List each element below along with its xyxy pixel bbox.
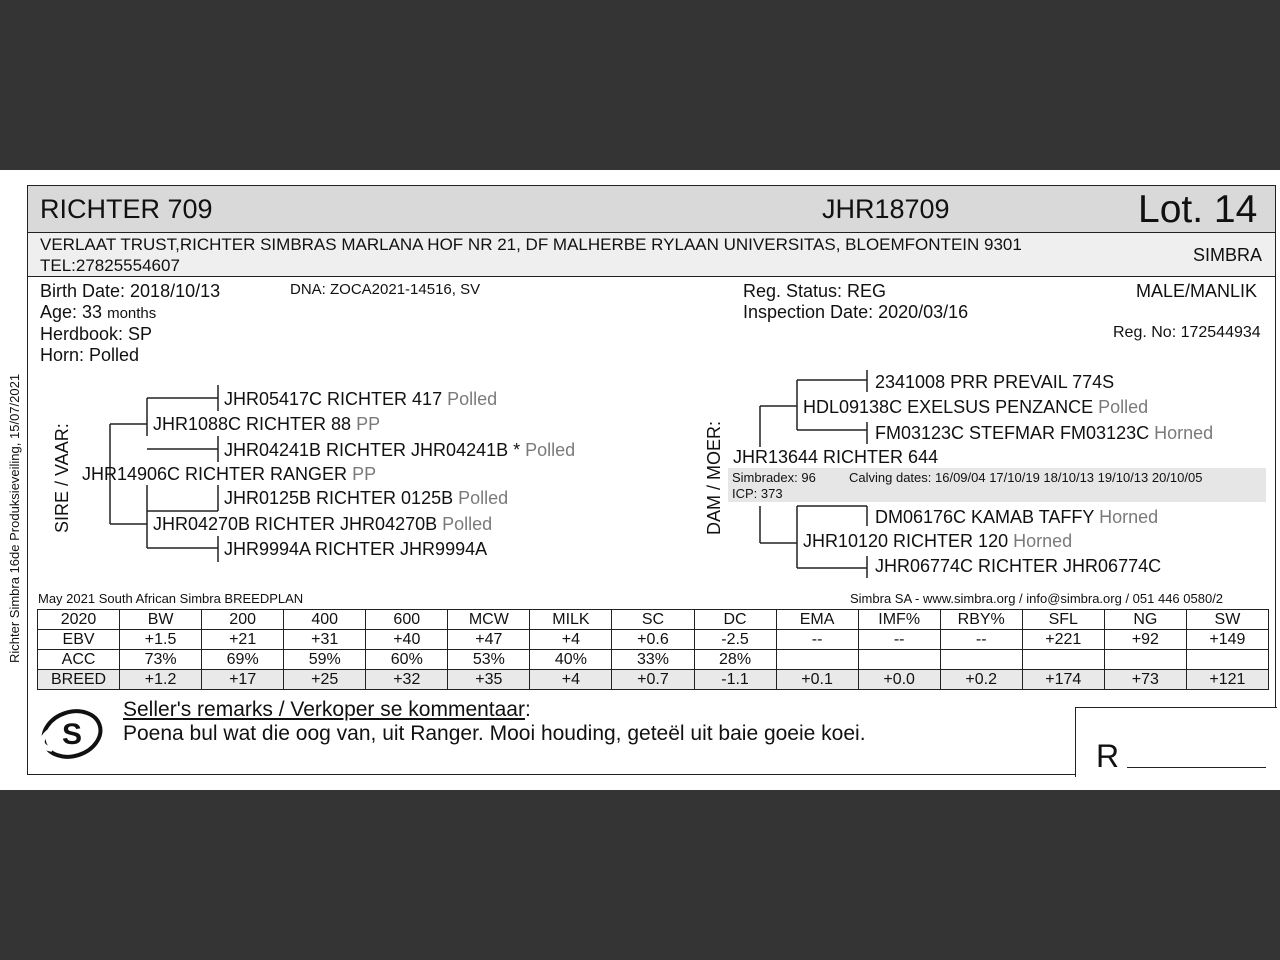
pedigree-name: JHR9994A RICHTER JHR9994A <box>224 539 488 559</box>
table-cell: +17 <box>202 670 284 690</box>
table-cell: 59% <box>284 650 366 670</box>
table-cell <box>858 650 940 670</box>
age-unit: months <box>107 305 157 322</box>
table-cell: +0.6 <box>612 630 694 650</box>
dna-info: DNA: ZOCA2021-14516, SV <box>290 281 481 298</box>
column-header: 200 <box>202 610 284 630</box>
horn-status: Horn: Polled <box>40 345 140 365</box>
horn-tag: Polled <box>442 514 493 534</box>
price-write-line[interactable] <box>1127 767 1266 768</box>
row-label: EBV <box>38 630 120 650</box>
age-value: Age: 33 <box>40 302 103 322</box>
dam-paternal-granddam <box>875 423 1213 444</box>
table-cell: +1.2 <box>120 670 202 690</box>
table-cell: +47 <box>448 630 530 650</box>
column-header: IMF% <box>858 610 940 630</box>
lot-number: Lot. 14 <box>1138 188 1258 231</box>
table-cell: 53% <box>448 650 530 670</box>
column-header: SC <box>612 610 694 630</box>
table-cell <box>1186 650 1268 670</box>
sire-name <box>82 464 376 485</box>
pedigree-name: DM06176C KAMAB TAFFY <box>875 507 1095 527</box>
table-cell: +35 <box>448 670 530 690</box>
pedigree-name: JHR06774C RICHTER JHR06774C <box>875 556 1162 576</box>
horn-tag: PP <box>352 464 377 484</box>
animal-code: JHR18709 <box>822 194 950 224</box>
sire-maternal-granddam <box>224 539 487 560</box>
table-cell: +0.1 <box>776 670 858 690</box>
table-cell: -1.1 <box>694 670 776 690</box>
column-header: SW <box>1186 610 1268 630</box>
table-cell: -- <box>858 630 940 650</box>
breedplan-table <box>37 609 1269 690</box>
table-cell <box>940 650 1022 670</box>
column-header: 400 <box>284 610 366 630</box>
breedplan-caption: May 2021 South African Simbra BREEDPLAN <box>38 591 304 606</box>
table-row-acc <box>38 650 1269 670</box>
pedigree-name: JHR05417C RICHTER 417 <box>224 389 443 409</box>
owner-address: VERLAAT TRUST,RICHTER SIMBRAS MARLANA HOF NR 21, DF MALHERBE RYLAAN UNIVERSITAS, BLOEMFONTEIN 9301 <box>40 235 1022 254</box>
table-cell: +174 <box>1022 670 1104 690</box>
table-cell: +32 <box>366 670 448 690</box>
table-cell: 40% <box>530 650 612 670</box>
remarks-text: Poena bul wat die oog van, uit Ranger. Mooi houding, geteël uit baie goeie koei. <box>123 722 866 745</box>
table-cell <box>1022 650 1104 670</box>
table-row-breed <box>38 670 1269 690</box>
pedigree-name: JHR10120 RICHTER 120 <box>803 531 1009 551</box>
horn-tag: Polled <box>447 389 498 409</box>
table-cell: -- <box>940 630 1022 650</box>
reg-number: Reg. No: 172544934 <box>1113 324 1261 341</box>
table-cell: 28% <box>694 650 776 670</box>
dam-paternal-grandsire <box>875 372 1114 393</box>
dam-maternal <box>803 531 1072 552</box>
table-cell: -- <box>776 630 858 650</box>
table-cell: +21 <box>202 630 284 650</box>
table-cell: +121 <box>1186 670 1268 690</box>
pedigree-name: JHR0125B RICHTER 0125B <box>224 488 454 508</box>
side-caption: Richter Simbra 16de Produksieveiling, 15/07/2021 <box>7 373 22 663</box>
horn-tag: Polled <box>458 488 509 508</box>
remarks-heading-text: Seller's remarks / Verkoper se kommentaar <box>123 698 525 721</box>
dam-name <box>733 447 938 468</box>
table-cell: 73% <box>120 650 202 670</box>
horn-tag: PP <box>356 414 381 434</box>
table-row-ebv <box>38 630 1269 650</box>
price-currency-label: R <box>1096 738 1120 774</box>
dam-label: DAM / MOER: <box>704 420 724 535</box>
sex: MALE/MANLIK <box>1136 281 1258 301</box>
reg-status: Reg. Status: REG <box>743 281 887 301</box>
column-header: MILK <box>530 610 612 630</box>
pedigree-name: JHR04241B RICHTER JHR04241B * <box>224 440 521 460</box>
row-label: ACC <box>38 650 120 670</box>
table-cell: +31 <box>284 630 366 650</box>
calving-dates: Calving dates: 16/09/04 17/10/19 18/10/13 19/10/13 20/10/05 <box>849 470 1203 485</box>
table-cell: +4 <box>530 630 612 650</box>
dam-maternal-grandsire <box>875 507 1158 528</box>
pedigree-name: JHR13644 RICHTER 644 <box>733 447 939 467</box>
table-cell <box>1104 650 1186 670</box>
simbradex: Simbradex: 96 <box>732 470 816 485</box>
table-cell: 69% <box>202 650 284 670</box>
remarks-heading-colon: : <box>524 698 531 721</box>
table-cell: +73 <box>1104 670 1186 690</box>
sire-paternal <box>153 414 380 435</box>
herdbook: Herdbook: SP <box>40 324 153 344</box>
birth-date: Birth Date: 2018/10/13 <box>40 281 221 301</box>
column-header: NG <box>1104 610 1186 630</box>
horn-tag: Horned <box>1154 423 1214 443</box>
animal-name: RICHTER 709 <box>40 194 213 224</box>
table-cell: +0.2 <box>940 670 1022 690</box>
table-cell: +1.5 <box>120 630 202 650</box>
breedplan-contact: Simbra SA - www.simbra.org / info@simbra.org / 051 446 0580/2 <box>850 591 1224 606</box>
horn-tag: Polled <box>525 440 576 460</box>
dam-maternal-granddam <box>875 556 1161 577</box>
sire-maternal <box>153 514 492 535</box>
table-cell: -2.5 <box>694 630 776 650</box>
column-header: BW <box>120 610 202 630</box>
column-header: RBY% <box>940 610 1022 630</box>
dam-performance-box <box>728 468 1266 502</box>
icp: ICP: 373 <box>732 486 783 501</box>
table-cell: 33% <box>612 650 694 670</box>
logo-letter: S <box>61 718 83 751</box>
column-header: 600 <box>366 610 448 630</box>
pedigree-name: JHR04270B RICHTER JHR04270B <box>153 514 438 534</box>
pedigree-name: FM03123C STEFMAR FM03123C <box>875 423 1150 443</box>
inspection-date: Inspection Date: 2020/03/16 <box>743 302 969 322</box>
table-cell: +149 <box>1186 630 1268 650</box>
table-cell: +4 <box>530 670 612 690</box>
pedigree-name: 2341008 PRR PREVAIL 774S <box>875 372 1115 392</box>
table-cell: +0.7 <box>612 670 694 690</box>
pedigree-name: HDL09138C EXELSUS PENZANCE <box>803 397 1094 417</box>
row-label: BREED <box>38 670 120 690</box>
horn-tag: Horned <box>1099 507 1159 527</box>
sire-paternal-granddam <box>224 440 575 461</box>
column-header: EMA <box>776 610 858 630</box>
sire-label: SIRE / VAAR: <box>52 423 72 533</box>
simbra-logo-icon <box>38 706 108 762</box>
table-cell: 60% <box>366 650 448 670</box>
breed-label: SIMBRA <box>1193 245 1263 265</box>
table-header-row <box>38 610 1269 630</box>
table-cell: +0.0 <box>858 670 940 690</box>
pedigree-name: JHR1088C RICHTER 88 <box>153 414 352 434</box>
table-cell <box>776 650 858 670</box>
pedigree-name: JHR14906C RICHTER RANGER <box>82 464 348 484</box>
horn-tag: Horned <box>1013 531 1073 551</box>
sire-paternal-grandsire <box>224 389 497 410</box>
remarks-heading <box>123 698 531 722</box>
dam-paternal <box>803 397 1148 418</box>
table-cell: +25 <box>284 670 366 690</box>
table-cell: +221 <box>1022 630 1104 650</box>
column-header: 2020 <box>38 610 120 630</box>
column-header: DC <box>694 610 776 630</box>
horn-tag: Polled <box>1098 397 1149 417</box>
column-header: MCW <box>448 610 530 630</box>
sire-maternal-grandsire <box>224 488 508 509</box>
table-cell: +92 <box>1104 630 1186 650</box>
owner-phone: TEL:27825554607 <box>40 256 180 275</box>
table-cell: +40 <box>366 630 448 650</box>
column-header: SFL <box>1022 610 1104 630</box>
